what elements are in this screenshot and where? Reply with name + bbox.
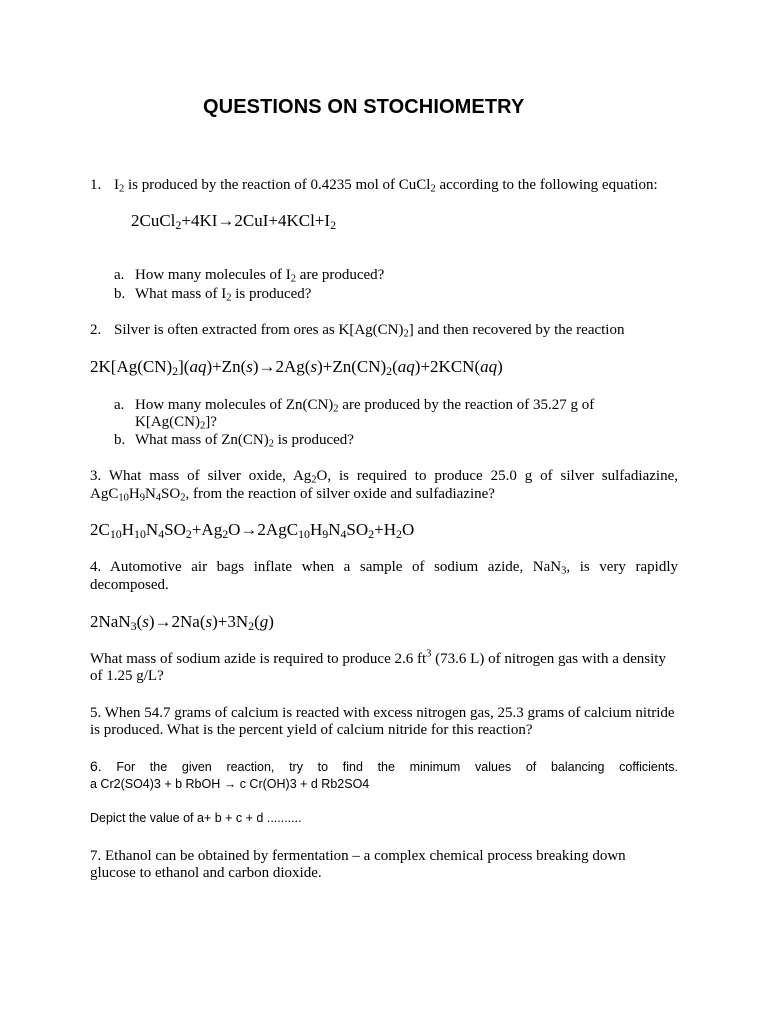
question-2-part-a [114, 396, 594, 414]
question-1-number: 1. [90, 177, 102, 193]
question-4-line4: of 1.25 g/L? [90, 668, 164, 684]
question-4-equation: $2NaN_3(s)\to 2Na(s)+3N_2(g)$ [90, 612, 274, 633]
question-5-line1: 5. When 54.7 grams of calcium is reacted with excess nitrogen gas, 25.3 grams of calcium nitride [90, 705, 675, 721]
question-6-line2: a Cr2(SO4)3 + b RbOH → c Cr(OH)3 + d Rb2SO4 [90, 777, 370, 791]
question-2 [90, 321, 690, 339]
question-4-line3: What mass of sodium azide is required to produce 2.6 $ft^3$ (73.6 L) of nitrogen gas with a density [90, 648, 666, 667]
question-2-a-line1: How many molecules of $Zn(CN)_2$ are produced by the reaction of 35.27 g of [135, 397, 595, 415]
question-6-line1 [90, 758, 678, 776]
question-1-text: $I_2$ is produced by the reaction of 0.4235 mol of CuCl$_2$ according to the following equation: [114, 177, 658, 195]
question-6-text: For the given reaction, try to find the minimum values of balancing cofficients. [116, 760, 678, 774]
question-5-line2: is produced. What is the percent yield of calcium nitride for this reaction? [90, 722, 533, 738]
question-1-b-text: What mass of $I_2$ is produced? [135, 286, 312, 304]
question-1-part-a [114, 266, 384, 284]
question-2-part-b [114, 431, 354, 449]
question-6-line3: Depict the value of a+ b + c + d .......... [90, 811, 302, 825]
page-title: QUESTIONS ON STOCHIOMETRY [203, 96, 525, 118]
question-3-equation: $2C_{10}H_{10}N_4SO_2+Ag_2O\to 2AgC_{10}H_9N_4SO_2+H_2O$ [90, 520, 415, 541]
question-4-line2: decomposed. [90, 577, 169, 593]
question-1-equation: $2CuCl_2+4KI\to 2CuI+4KCl+I_2$ [131, 211, 337, 232]
question-1-b-label: b. [114, 286, 126, 302]
question-2-equation: $2K[Ag(CN)_2](aq)+Zn(s)\to 2Ag(s)+Zn(CN)_2(aq)+2KCN(aq)$ [90, 357, 503, 378]
question-7-line2: glucose to ethanol and carbon dioxide. [90, 865, 322, 881]
question-4-line1: 4. Automotive air bags inflate when a sample of sodium azide, NaN$_3$, is very rapidly [90, 559, 678, 577]
question-2-a-label: a. [114, 397, 125, 413]
question-3-line1: 3. What mass of silver oxide, $Ag_2O$, is required to produce 25.0 g of silver sulfadiazine, [90, 468, 678, 486]
question-1-part-b [114, 285, 311, 303]
question-2-b-text: What mass of $Zn(CN)_2$ is produced? [135, 432, 354, 450]
question-6-number: 6. [90, 758, 102, 774]
question-2-a-line2: $K[Ag(CN)_2]$? [135, 414, 217, 432]
question-2-text: Silver is often extracted from ores as $K[Ag(CN)_2]$ and then recovered by the reaction [114, 322, 625, 340]
question-1-a-text: How many molecules of $I_2$ are produced? [135, 267, 385, 285]
question-2-number: 2. [90, 322, 102, 338]
question-1-a-label: a. [114, 267, 125, 283]
question-7-line1: 7. Ethanol can be obtained by fermentation – a complex chemical process breaking down [90, 848, 626, 864]
question-2-b-label: b. [114, 432, 126, 448]
question-3-line2: $AgC_{10}H_9N_4SO_2$, from the reaction of silver oxide and sulfadiazine? [90, 486, 495, 504]
question-1 [90, 176, 690, 194]
